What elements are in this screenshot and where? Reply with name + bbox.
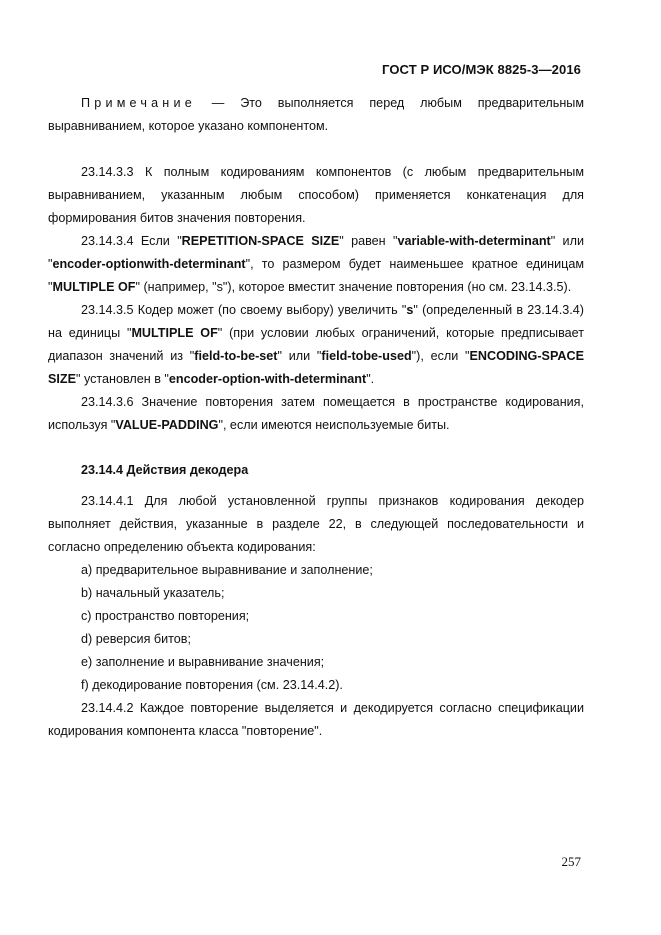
list-item: c) пространство повторения; xyxy=(81,609,250,623)
text-run: 23.14.3.4 Если " xyxy=(81,234,182,248)
note-paragraph xyxy=(48,92,584,138)
note-label: Примечание xyxy=(81,96,196,110)
text-run: 23.14.3.5 Кодер может (по своему выбору) увеличить " xyxy=(81,303,407,317)
text-run: 23.14.3.6 Значение повторения затем помещается в пространстве кодирования, используя " xyxy=(48,395,584,432)
keyword-variable-with-determinant: variable-with-determinant xyxy=(397,234,551,248)
list-item: f) декодирование повторения (см. 23.14.4.2). xyxy=(81,678,343,692)
list-item: e) заполнение и выравнивание значения; xyxy=(81,655,325,669)
keyword-value-padding: VALUE-PADDING xyxy=(115,418,219,432)
keyword-multiple-of: MULTIPLE OF xyxy=(52,280,136,294)
keyword-s: s xyxy=(406,303,414,317)
keyword-multiple-of: MULTIPLE OF xyxy=(131,326,218,340)
text-run: " (при условии любых ограничений, которые предписывает диапазон значений из " xyxy=(48,326,585,363)
keyword-encoder-option-with-determinant: encoder-option-with-determinant xyxy=(168,372,367,386)
text-run: " (определенный в 23.14.3.4) на единицы " xyxy=(48,303,584,340)
section-heading: 23.14.4 Действия декодера xyxy=(81,463,249,477)
paragraph-23-14-3-6 xyxy=(48,391,584,437)
text-run: " или " xyxy=(48,234,584,271)
keyword-field-to-be-used: field-tobe-used xyxy=(321,349,412,363)
text-run: ", если имеются неиспользуемые биты. xyxy=(218,418,450,432)
list-item: d) реверсия битов; xyxy=(81,632,191,646)
text-run: " равен " xyxy=(339,234,398,248)
text-run: ", то размером будет наименьшее кратное единицам " xyxy=(48,257,584,294)
text-run: " (например, "s"), которое вместит значение повторения (но см. 23.14.3.5). xyxy=(135,280,572,294)
paragraph-23-14-3-3: 23.14.3.3 К полным кодированиям компонентов (с любым предварительным выравниванием, указанным любым способом) применяется конкатенация для формирования битов значения повторения. xyxy=(48,165,584,225)
paragraph-23-14-3-5 xyxy=(48,299,584,391)
note-text: — Это выполняется перед любым предварительным выравниванием, которое указано компонентом. xyxy=(48,96,584,133)
text-run: " установлен в " xyxy=(76,372,169,386)
keyword-repetition-space-size: REPETITION-SPACE SIZE xyxy=(181,234,340,248)
text-run: "), если " xyxy=(411,349,470,363)
document-body xyxy=(48,92,584,743)
keyword-encoder-option: encoder-optionwith-determinant xyxy=(52,257,246,271)
keyword-encoding-space-size: ENCODING-SPACE SIZE xyxy=(48,349,585,386)
keyword-field-to-be-set: field-to-be-set xyxy=(194,349,278,363)
page-number: 257 xyxy=(561,854,581,869)
list-item: a) предварительное выравнивание и заполнение; xyxy=(81,563,373,577)
list-item: b) начальный указатель; xyxy=(81,586,225,600)
paragraph-23-14-4-2: 23.14.4.2 Каждое повторение выделяется и декодируется согласно спецификации кодирования компонента класса "повторение". xyxy=(48,701,584,738)
text-run: " или " xyxy=(277,349,322,363)
paragraph-23-14-3-4 xyxy=(48,230,584,299)
paragraph-23-14-4-1: 23.14.4.1 Для любой установленной группы признаков кодирования декодер выполняет действия, указанные в разделе 22, в следующей последовательности и согласно определению объекта кодирования: xyxy=(48,494,584,554)
standard-header: ГОСТ Р ИСО/МЭК 8825-3—2016 xyxy=(382,62,581,77)
text-run: ". xyxy=(366,372,375,386)
